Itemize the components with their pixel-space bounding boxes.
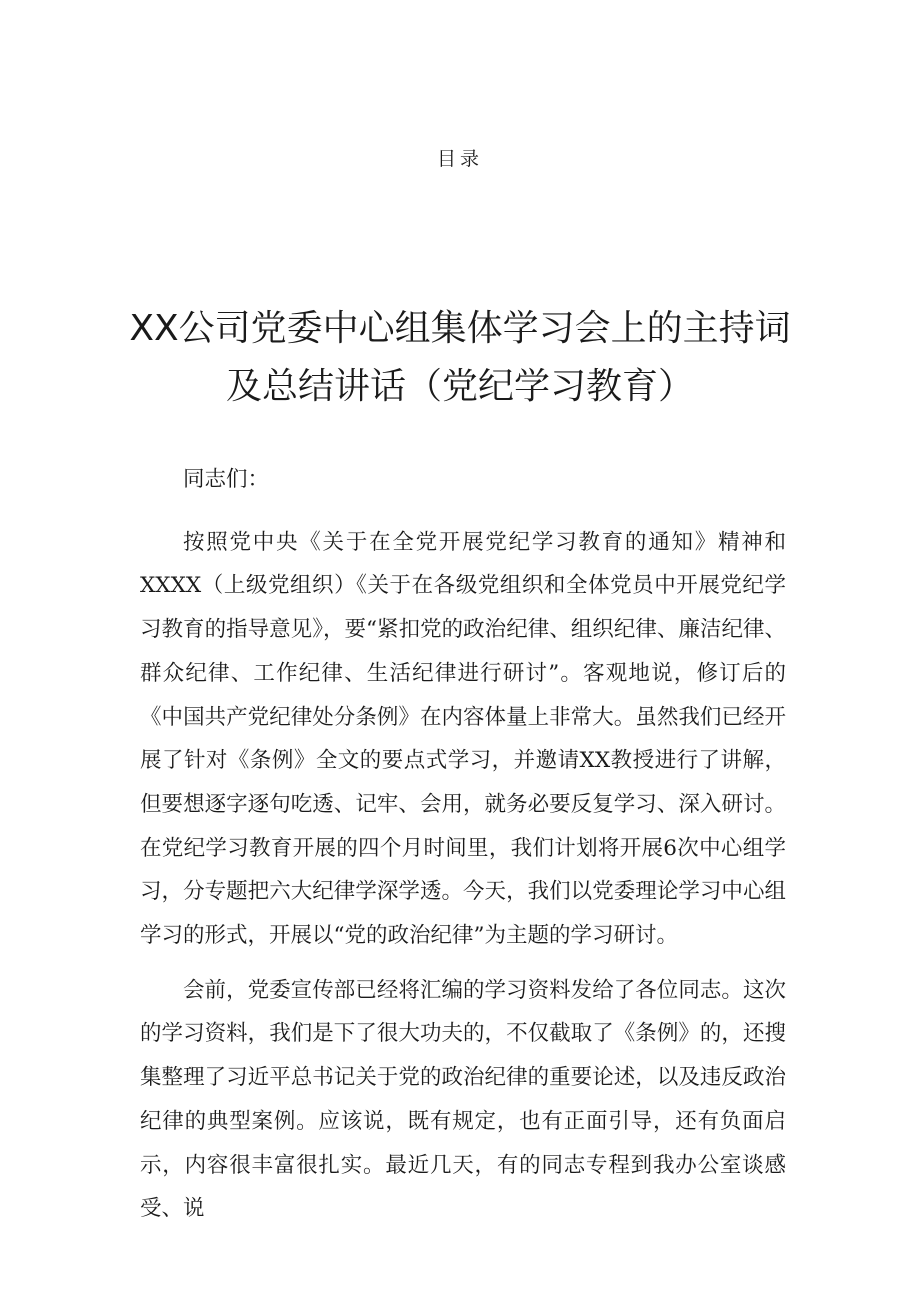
document-title-line-1: XX公司党委中心组集体学习会上的主持词 bbox=[129, 308, 791, 349]
document-title bbox=[110, 300, 810, 416]
toc-heading: 目录 bbox=[436, 148, 483, 170]
salutation: 同志们： bbox=[183, 467, 270, 492]
body-paragraph-1: 按照党中央《关于在全党开展党纪学习教育的通知》精神和XXXX（上级党组织）《关于在各级党组织和全体党员中开展党纪学习教育的指导意见》，要“紧扣党的政治纪律、组织纪律、廉洁纪律、群众纪律、工作纪律、生活纪律进行研讨”。客观地说，修订后的《中国共产党纪律处分条例》在内容体量上非常大。虽然我们已经开展了针对《条例》全文的要点式学习，并邀请XX教授进行了讲解，但要想逐字逐句吃透、记牢、会用，就务必要反复学习、深入研讨。在党纪学习教育开展的四个月时间里，我们计划将开展6次中心组学习，分专题把六大纪律学深学透。今天，我们以党委理论学习中心组学习的形式，开展以“党的政治纪律”为主题的学习研讨。 bbox=[140, 529, 786, 949]
document-title-line-2: 及总结讲话（党纪学习教育） bbox=[225, 366, 694, 407]
body-paragraph-2: 会前，党委宣传部已经将汇编的学习资料发给了各位同志。这次的学习资料，我们是下了很大功夫的，不仅截取了《条例》的，还搜集整理了习近平总书记关于党的政治纪律的重要论述，以及违反政治纪律的典型案例。应该说，既有规定，也有正面引导，还有负面启示，内容很丰富很扎实。最近几天，有的同志专程到我办公室谈感受、说 bbox=[140, 977, 786, 1222]
document-body bbox=[140, 458, 786, 1242]
